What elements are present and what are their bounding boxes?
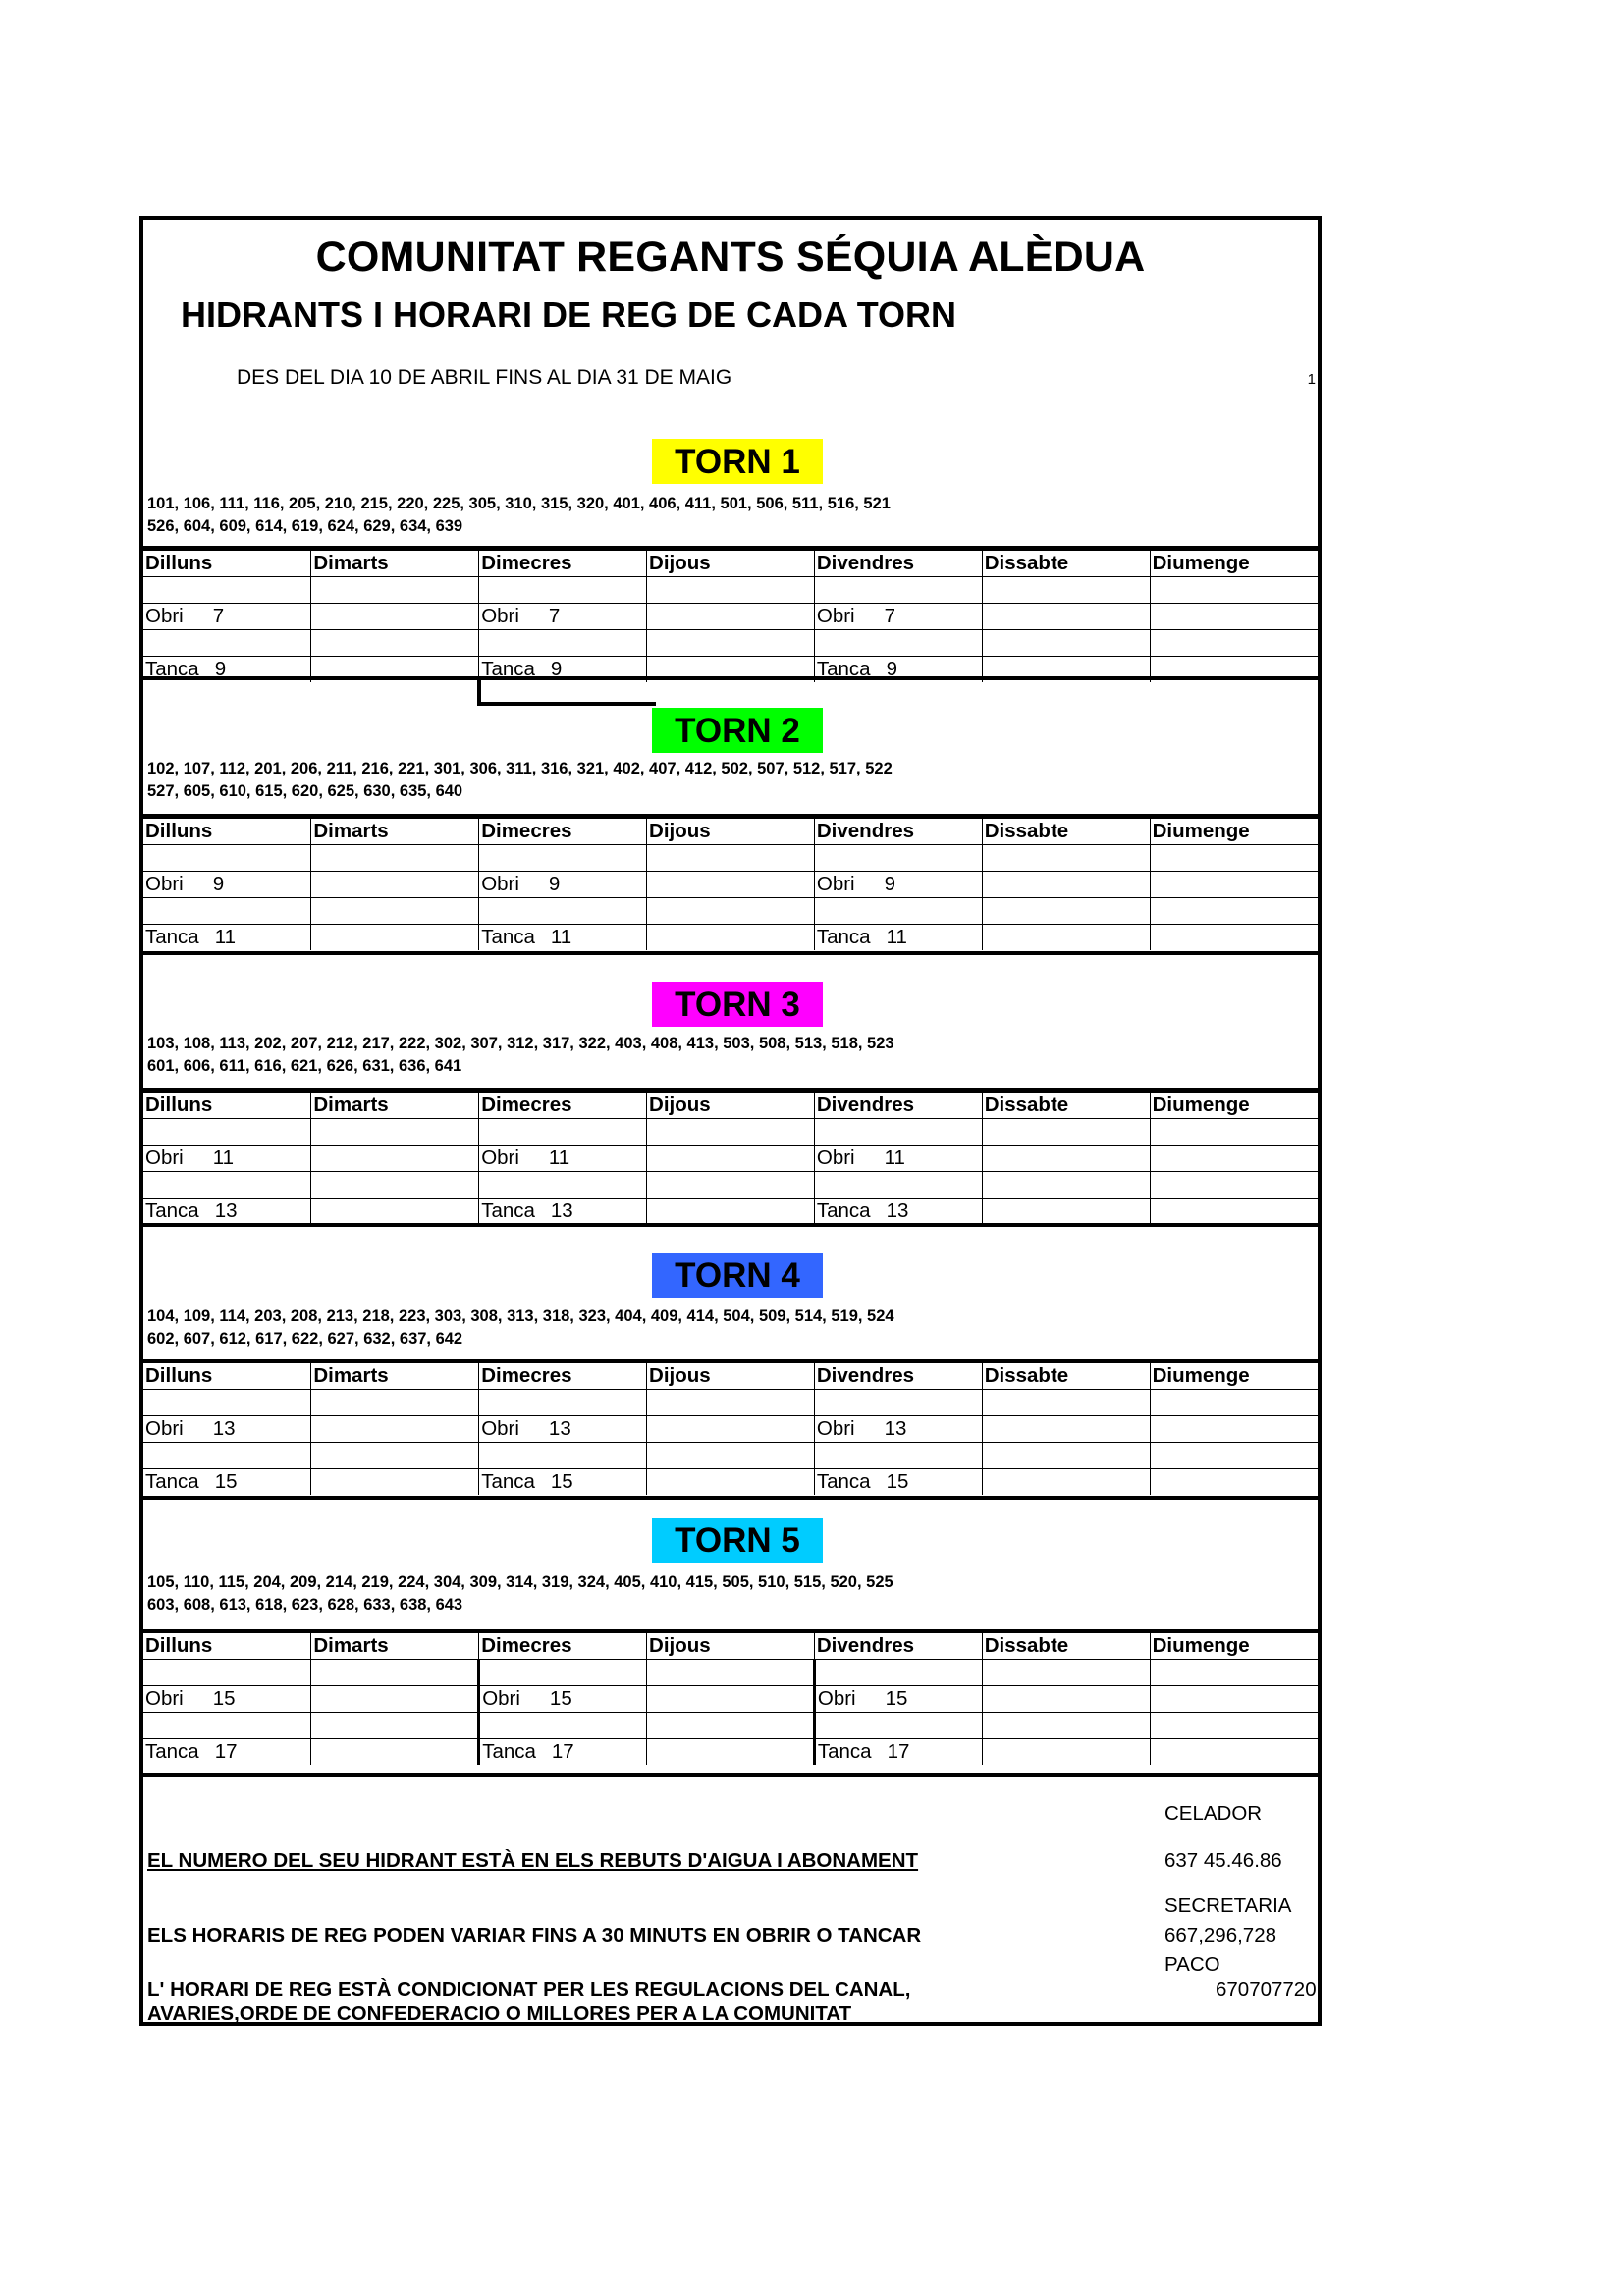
day-header-divendres: Divendres [814,551,982,577]
close-label: Tanca [481,658,535,680]
open-hour: 15 [549,1687,572,1710]
empty-cell [143,898,311,925]
empty-cell [311,898,479,925]
page-subtitle: HIDRANTS I HORARI DE REG DE CADA TORN [181,294,957,335]
empty-cell [143,845,311,872]
empty-cell [479,1660,647,1686]
open-hour: 15 [212,1687,236,1710]
empty-cell [143,1172,311,1199]
open-label: Obri [145,1147,184,1169]
schedule-table [143,1359,1318,1495]
close-label: Tanca [817,1740,872,1763]
empty-cell [647,1713,815,1739]
torn-label: TORN 5 [652,1518,823,1563]
empty-cell [1150,1172,1318,1199]
empty-cell [982,604,1150,630]
open-cell [479,1146,647,1172]
empty-cell [647,925,815,951]
date-range: DES DEL DIA 10 DE ABRIL FINS AL DIA 31 DE MAIG [237,366,732,389]
empty-cell [647,872,815,898]
empty-cell [1150,872,1318,898]
empty-cell [311,1469,479,1496]
close-hour: 9 [214,658,227,680]
close-cell [143,1199,311,1225]
day-header-diumenge: Diumenge [1150,1363,1318,1390]
hydrant-list-line1: 101, 106, 111, 116, 205, 210, 215, 220, 225, 305, 310, 315, 320, 401, 406, 411, 501, 506, 511, 516, 521 [147,495,891,512]
day-header-dimarts: Dimarts [311,1633,479,1660]
empty-cell [814,1713,982,1739]
open-hour: 11 [548,1147,570,1169]
empty-cell [647,577,815,604]
footer [143,1773,1318,2030]
close-label: Tanca [481,1470,535,1493]
close-label: Tanca [145,926,199,948]
open-hour: 9 [212,873,225,895]
day-header-dijous: Dijous [647,1093,815,1119]
empty-cell [814,1443,982,1469]
day-header-dissabte: Dissabte [982,551,1150,577]
close-label: Tanca [816,1470,871,1493]
empty-cell [814,1119,982,1146]
open-cell [479,1416,647,1443]
empty-cell [311,1686,479,1713]
empty-cell [982,1443,1150,1469]
empty-cell [311,925,479,951]
open-hour: 7 [212,605,225,627]
day-header-dissabte: Dissabte [982,1093,1150,1119]
empty-cell [479,630,647,657]
open-label: Obri [481,605,519,627]
open-cell [479,872,647,898]
close-cell [479,1739,647,1766]
day-header-dimecres: Dimecres [479,1363,647,1390]
empty-cell [479,1443,647,1469]
empty-cell [143,1443,311,1469]
empty-cell [311,1416,479,1443]
empty-cell [982,872,1150,898]
open-cell [143,1146,311,1172]
empty-cell [982,1199,1150,1225]
page-number: 1 [1307,371,1316,388]
close-label: Tanca [816,1200,871,1222]
open-hour: 7 [548,605,561,627]
empty-cell [647,845,815,872]
day-header-dimecres: Dimecres [479,1633,647,1660]
day-header-diumenge: Diumenge [1150,551,1318,577]
close-hour: 15 [214,1470,238,1493]
empty-cell [647,1660,815,1686]
close-label: Tanca [482,1740,536,1763]
close-hour: 9 [550,658,563,680]
empty-cell [311,872,479,898]
torn-separator [143,951,1318,955]
day-header-dimarts: Dimarts [311,1093,479,1119]
secretaria-phone: 667,296,728 [1164,1924,1277,1947]
close-cell [814,1739,982,1766]
empty-cell [1150,630,1318,657]
open-hour: 7 [884,605,896,627]
torn-separator [143,1496,1318,1500]
close-cell [143,1469,311,1496]
empty-cell [814,1172,982,1199]
empty-cell [143,1660,311,1686]
close-hour: 13 [886,1200,909,1222]
empty-cell [647,898,815,925]
empty-cell [311,1146,479,1172]
close-cell [814,925,982,951]
torn-label: TORN 1 [652,439,823,484]
open-cell [814,604,982,630]
empty-cell [982,1469,1150,1496]
open-cell [143,872,311,898]
empty-cell [479,577,647,604]
open-label: Obri [145,873,184,895]
empty-cell [1150,1469,1318,1496]
empty-cell [143,1119,311,1146]
empty-cell [982,1390,1150,1416]
schedule-table [143,1088,1318,1224]
empty-cell [1150,1686,1318,1713]
open-label: Obri [816,1417,855,1440]
empty-cell [982,898,1150,925]
day-header-diumenge: Diumenge [1150,1633,1318,1660]
close-hour: 15 [550,1470,573,1493]
open-cell [814,1686,982,1713]
day-header-dilluns: Dilluns [143,551,311,577]
empty-cell [143,577,311,604]
hydrant-list-line1: 102, 107, 112, 201, 206, 211, 216, 221, 301, 306, 311, 316, 321, 402, 407, 412, 502, 507, 512, 517, 522 [147,760,893,777]
empty-cell [311,577,479,604]
day-header-dimecres: Dimecres [479,819,647,845]
empty-cell [311,1713,479,1739]
close-cell [479,1199,647,1225]
page-title: COMUNITAT REGANTS SÉQUIA ALÈDUA [315,234,1146,281]
open-label: Obri [481,1147,519,1169]
empty-cell [982,1146,1150,1172]
empty-cell [982,1686,1150,1713]
open-hour: 11 [212,1147,235,1169]
close-hour: 11 [550,926,572,948]
close-cell [814,1199,982,1225]
open-label: Obri [481,873,519,895]
day-header-dissabte: Dissabte [982,1633,1150,1660]
open-label: Obri [481,1417,519,1440]
close-cell [479,925,647,951]
empty-cell [311,1739,479,1766]
note-conditions-line2: AVARIES,ORDE DE CONFEDERACIO O MILLORES PER A LA COMUNITAT [147,2002,852,2025]
day-header-dilluns: Dilluns [143,1633,311,1660]
open-cell [143,604,311,630]
day-header-dijous: Dijous [647,1363,815,1390]
note-hydrant-number: EL NUMERO DEL SEU HIDRANT ESTÀ EN ELS REBUTS D'AIGUA I ABONAMENT [147,1849,919,1872]
hydrant-list-line1: 105, 110, 115, 204, 209, 214, 219, 224, 304, 309, 314, 319, 324, 405, 410, 415, 505, 510, 515, 520, 525 [147,1574,893,1591]
empty-cell [1150,577,1318,604]
empty-cell [143,1390,311,1416]
open-label: Obri [145,605,184,627]
empty-cell [814,1660,982,1686]
open-cell [143,1686,311,1713]
open-cell [479,1686,647,1713]
empty-cell [647,1686,815,1713]
empty-cell [311,1443,479,1469]
torn-label: TORN 4 [652,1253,823,1298]
hydrant-list-line2: 603, 608, 613, 618, 623, 628, 633, 638, 643 [147,1596,463,1614]
torn-label: TORN 2 [652,708,823,753]
empty-cell [479,845,647,872]
open-label: Obri [145,1417,184,1440]
empty-cell [311,1172,479,1199]
close-hour: 17 [551,1740,574,1763]
open-cell [143,1416,311,1443]
empty-cell [1150,925,1318,951]
day-header-dilluns: Dilluns [143,1363,311,1390]
close-hour: 17 [214,1740,238,1763]
empty-cell [982,1172,1150,1199]
empty-cell [479,1172,647,1199]
open-label: Obri [816,1147,855,1169]
close-label: Tanca [145,1740,199,1763]
day-header-divendres: Divendres [814,819,982,845]
empty-cell [311,630,479,657]
empty-cell [1150,1119,1318,1146]
empty-cell [311,1119,479,1146]
hydrant-list-line2: 527, 605, 610, 615, 620, 625, 630, 635, 640 [147,782,463,800]
open-hour: 9 [548,873,561,895]
open-cell [479,604,647,630]
open-hour: 9 [884,873,896,895]
paco-label: PACO [1164,1953,1220,1976]
empty-cell [143,630,311,657]
empty-cell [1150,1739,1318,1766]
schedule-sheet [139,216,1322,2026]
empty-cell [647,1739,815,1766]
day-header-dimarts: Dimarts [311,1363,479,1390]
paco-phone: 670707720 [1216,1978,1317,2001]
close-hour: 15 [886,1470,909,1493]
day-header-dijous: Dijous [647,819,815,845]
open-hour: 13 [884,1417,907,1440]
open-cell [814,1416,982,1443]
hydrant-list-line1: 103, 108, 113, 202, 207, 212, 217, 222, 302, 307, 312, 317, 322, 403, 408, 413, 503, 508, 513, 518, 523 [147,1035,894,1052]
close-cell [479,1469,647,1496]
close-hour: 13 [214,1200,238,1222]
open-label: Obri [816,605,855,627]
empty-cell [982,1660,1150,1686]
close-hour: 9 [886,658,897,680]
empty-cell [311,1199,479,1225]
empty-cell [311,1660,479,1686]
empty-cell [479,898,647,925]
empty-cell [814,898,982,925]
empty-cell [982,1119,1150,1146]
empty-cell [982,1416,1150,1443]
empty-cell [982,845,1150,872]
open-hour: 13 [548,1417,571,1440]
empty-cell [982,925,1150,951]
empty-cell [479,1119,647,1146]
open-hour: 13 [212,1417,236,1440]
torn-separator [143,1223,1318,1227]
hydrant-list-line2: 602, 607, 612, 617, 622, 627, 632, 637, 642 [147,1330,463,1348]
close-hour: 11 [886,926,907,948]
day-header-dijous: Dijous [647,551,815,577]
day-header-dimarts: Dimarts [311,819,479,845]
schedule-table [143,546,1318,682]
empty-cell [1150,1146,1318,1172]
day-header-dilluns: Dilluns [143,819,311,845]
empty-cell [1150,604,1318,630]
empty-cell [647,1443,815,1469]
day-header-dissabte: Dissabte [982,819,1150,845]
close-hour: 11 [214,926,236,948]
empty-cell [1150,1660,1318,1686]
empty-cell [982,1713,1150,1739]
empty-cell [1150,1713,1318,1739]
empty-cell [1150,845,1318,872]
day-header-diumenge: Diumenge [1150,1093,1318,1119]
empty-cell [647,1119,815,1146]
schedule-table [143,1629,1318,1765]
note-conditions-line1: L' HORARI DE REG ESTÀ CONDICIONAT PER LES REGULACIONS DEL CANAL, [147,1978,911,2001]
secretaria-label: SECRETARIA [1164,1895,1292,1917]
empty-cell [1150,1390,1318,1416]
empty-cell [311,604,479,630]
day-header-dimecres: Dimecres [479,551,647,577]
day-header-diumenge: Diumenge [1150,819,1318,845]
empty-cell [814,577,982,604]
empty-cell [1150,1199,1318,1225]
day-header-dijous: Dijous [647,1633,815,1660]
close-hour: 17 [887,1740,910,1763]
empty-cell [982,630,1150,657]
empty-cell [647,1199,815,1225]
empty-cell [479,1713,647,1739]
day-header-dimarts: Dimarts [311,551,479,577]
close-label: Tanca [481,926,535,948]
open-label: Obri [145,1687,184,1710]
day-header-dilluns: Dilluns [143,1093,311,1119]
day-header-divendres: Divendres [814,1093,982,1119]
empty-cell [982,577,1150,604]
hydrant-list-line2: 601, 606, 611, 616, 621, 626, 631, 636, 641 [147,1057,462,1075]
empty-cell [647,1416,815,1443]
open-cell [814,872,982,898]
close-label: Tanca [816,658,871,680]
day-header-dissabte: Dissabte [982,1363,1150,1390]
open-cell [814,1146,982,1172]
hydrant-list-line1: 104, 109, 114, 203, 208, 213, 218, 223, 303, 308, 313, 318, 323, 404, 409, 414, 504, 509, 514, 519, 524 [147,1308,894,1325]
close-cell [143,925,311,951]
open-label: Obri [482,1687,520,1710]
torn-label: TORN 3 [652,982,823,1027]
celador-label: CELADOR [1164,1802,1263,1825]
open-label: Obri [817,1687,856,1710]
note-schedule-variation: ELS HORARIS DE REG PODEN VARIAR FINS A 30 MINUTS EN OBRIR O TANCAR [147,1924,922,1947]
empty-cell [647,1390,815,1416]
celador-phone: 637 45.46.86 [1164,1849,1282,1872]
separator-notch [477,676,656,706]
empty-cell [311,1390,479,1416]
close-label: Tanca [145,658,199,680]
day-header-divendres: Divendres [814,1363,982,1390]
empty-cell [814,1390,982,1416]
open-hour: 15 [885,1687,908,1710]
open-hour: 11 [884,1147,905,1169]
empty-cell [982,1739,1150,1766]
empty-cell [647,1146,815,1172]
close-hour: 13 [550,1200,573,1222]
day-header-divendres: Divendres [814,1633,982,1660]
empty-cell [1150,898,1318,925]
empty-cell [143,1713,311,1739]
hydrant-list-line2: 526, 604, 609, 614, 619, 624, 629, 634, 639 [147,517,463,535]
open-label: Obri [816,873,855,895]
empty-cell [647,1469,815,1496]
empty-cell [814,845,982,872]
close-cell [814,1469,982,1496]
close-label: Tanca [481,1200,535,1222]
empty-cell [1150,1443,1318,1469]
torn-separator [143,676,1318,680]
close-label: Tanca [145,1470,199,1493]
empty-cell [647,1172,815,1199]
empty-cell [647,630,815,657]
empty-cell [311,845,479,872]
empty-cell [479,1390,647,1416]
empty-cell [814,630,982,657]
close-label: Tanca [816,926,871,948]
close-label: Tanca [145,1200,199,1222]
empty-cell [1150,1416,1318,1443]
close-cell [143,1739,311,1766]
day-header-dimecres: Dimecres [479,1093,647,1119]
empty-cell [647,604,815,630]
schedule-table [143,814,1318,950]
